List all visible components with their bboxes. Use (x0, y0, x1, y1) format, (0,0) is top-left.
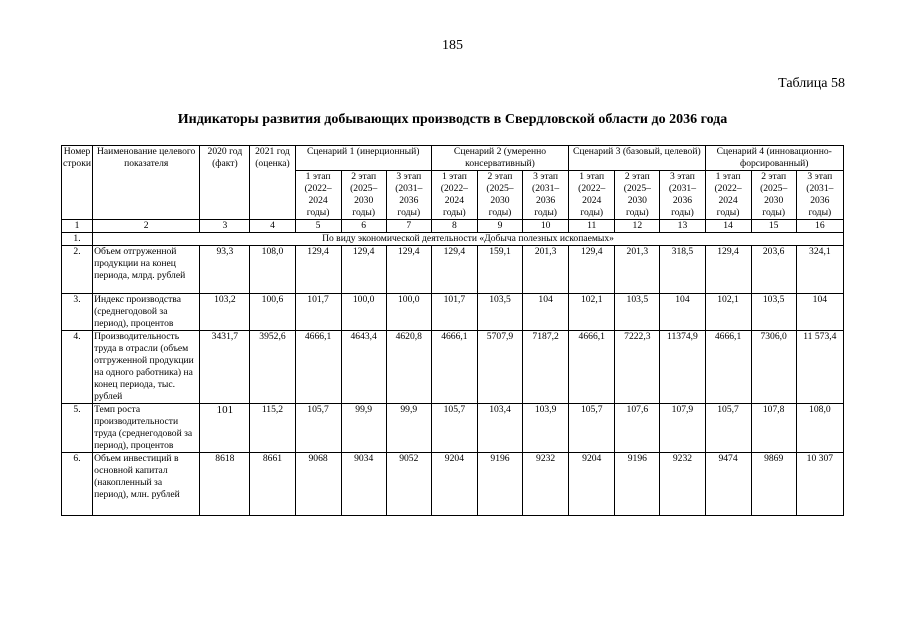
column-number-row (62, 220, 844, 233)
column-number-cell: 9 (477, 220, 522, 233)
document-title: Индикаторы развития добывающих производств в Свердловской области до 2036 года (177, 112, 728, 127)
value-cell: 201,3 (615, 246, 660, 294)
value-cell: 9068 (295, 453, 341, 516)
header-stage: 1 этап (2022–2024 годы) (569, 171, 615, 220)
row-number: 6. (62, 453, 93, 516)
indicators-table (61, 145, 844, 516)
row-number: 5. (62, 404, 93, 453)
row-number: 3. (62, 294, 93, 331)
section-title: По виду экономической деятельности «Добыча полезных ископаемых» (93, 233, 844, 246)
column-number-cell: 16 (796, 220, 843, 233)
row-number: 2. (62, 246, 93, 294)
column-number-cell: 3 (200, 220, 250, 233)
value-cell: 3952,6 (250, 331, 295, 404)
value-cell: 7306,0 (751, 331, 796, 404)
value-cell: 7187,2 (523, 331, 569, 404)
column-number-cell: 12 (615, 220, 660, 233)
header-stage: 2 этап (2025–2030 годы) (751, 171, 796, 220)
header-stage: 1 этап (2022–2024 годы) (705, 171, 751, 220)
header-scenario-4: Сценарий 4 (инновационно-форсированный) (705, 146, 844, 171)
value-cell: 9869 (751, 453, 796, 516)
value-cell: 10 307 (796, 453, 843, 516)
value-cell: 203,6 (751, 246, 796, 294)
value-cell: 8618 (200, 453, 250, 516)
value-cell: 3431,7 (200, 331, 250, 404)
value-cell: 9204 (431, 453, 477, 516)
value-cell: 11 573,4 (796, 331, 843, 404)
value-cell: 107,9 (660, 404, 705, 453)
value-cell: 4620,8 (386, 331, 431, 404)
column-number-cell: 2 (93, 220, 200, 233)
column-number-cell: 14 (705, 220, 751, 233)
header-stage: 2 этап (2025–2030 годы) (341, 171, 386, 220)
table-row (62, 331, 844, 404)
value-cell: 9474 (705, 453, 751, 516)
table-row (62, 246, 844, 294)
indicator-name: Объем инвестиций в основной капитал (накопленный за период), млн. рублей (93, 453, 200, 516)
column-number-cell: 11 (569, 220, 615, 233)
column-number-cell: 4 (250, 220, 295, 233)
value-cell: 11374,9 (660, 331, 705, 404)
row-number: 4. (62, 331, 93, 404)
value-cell: 104 (796, 294, 843, 331)
value-cell: 9196 (477, 453, 522, 516)
value-cell: 4666,1 (705, 331, 751, 404)
value-cell: 159,1 (477, 246, 522, 294)
header-stage: 3 этап (2031–2036 годы) (386, 171, 431, 220)
value-cell: 99,9 (386, 404, 431, 453)
value-cell: 9034 (341, 453, 386, 516)
value-cell: 105,7 (569, 404, 615, 453)
value-cell: 318,5 (660, 246, 705, 294)
value-cell: 105,7 (431, 404, 477, 453)
header-2021: 2021 год (оценка) (250, 146, 295, 220)
value-cell: 99,9 (341, 404, 386, 453)
value-cell: 103,9 (523, 404, 569, 453)
value-cell: 4666,1 (431, 331, 477, 404)
value-cell: 107,8 (751, 404, 796, 453)
value-cell: 100,6 (250, 294, 295, 331)
column-number-cell: 6 (341, 220, 386, 233)
value-cell: 93,3 (200, 246, 250, 294)
value-cell: 9232 (523, 453, 569, 516)
header-stage: 1 этап (2022–2024 годы) (295, 171, 341, 220)
header-row-number: Номер строки (62, 146, 93, 220)
value-cell: 105,7 (705, 404, 751, 453)
value-cell: 108,0 (796, 404, 843, 453)
value-cell: 115,2 (250, 404, 295, 453)
table-row (62, 453, 844, 516)
value-cell: 9204 (569, 453, 615, 516)
column-number-cell: 1 (62, 220, 93, 233)
column-number-cell: 13 (660, 220, 705, 233)
column-number-cell: 10 (523, 220, 569, 233)
value-cell: 129,4 (341, 246, 386, 294)
value-cell: 104 (523, 294, 569, 331)
header-stage: 1 этап (2022–2024 годы) (431, 171, 477, 220)
column-number-cell: 7 (386, 220, 431, 233)
value-cell: 4666,1 (295, 331, 341, 404)
value-cell: 9232 (660, 453, 705, 516)
value-cell: 9052 (386, 453, 431, 516)
header-stage: 3 этап (2031–2036 годы) (523, 171, 569, 220)
indicator-name: Индекс производства (среднегодовой за период), процентов (93, 294, 200, 331)
value-cell: 5707,9 (477, 331, 522, 404)
header-scenario-3: Сценарий 3 (базовый, целевой) (569, 146, 705, 171)
value-cell: 100,0 (386, 294, 431, 331)
value-cell: 100,0 (341, 294, 386, 331)
value-cell: 9196 (615, 453, 660, 516)
value-cell: 201,3 (523, 246, 569, 294)
header-stage: 3 этап (2031–2036 годы) (796, 171, 843, 220)
value-cell: 7222,3 (615, 331, 660, 404)
value-cell: 129,4 (295, 246, 341, 294)
value-cell: 103,2 (200, 294, 250, 331)
value-cell: 4666,1 (569, 331, 615, 404)
column-number-cell: 15 (751, 220, 796, 233)
header-stage: 2 этап (2025–2030 годы) (615, 171, 660, 220)
page-number: 185 (442, 38, 463, 53)
table-label: Таблица 58 (778, 76, 845, 91)
indicator-name: Объем отгруженной продукции на конец периода, млрд. рублей (93, 246, 200, 294)
column-number-cell: 8 (431, 220, 477, 233)
indicator-name: Темп роста производительности труда (среднегодовой за период), процентов (93, 404, 200, 453)
value-cell: 324,1 (796, 246, 843, 294)
header-scenario-2: Сценарий 2 (умеренно консервативный) (431, 146, 568, 171)
value-cell: 102,1 (569, 294, 615, 331)
value-cell: 101 (200, 404, 250, 453)
value-cell: 4643,4 (341, 331, 386, 404)
header-2020: 2020 год (факт) (200, 146, 250, 220)
column-number-cell: 5 (295, 220, 341, 233)
value-cell: 101,7 (295, 294, 341, 331)
value-cell: 103,5 (477, 294, 522, 331)
table-row (62, 404, 844, 453)
section-number: 1. (62, 233, 93, 246)
value-cell: 103,4 (477, 404, 522, 453)
header-indicator-name: Наименование целевого показателя (93, 146, 200, 220)
value-cell: 129,4 (569, 246, 615, 294)
value-cell: 129,4 (705, 246, 751, 294)
table-row (62, 294, 844, 331)
value-cell: 102,1 (705, 294, 751, 331)
header-stage: 3 этап (2031–2036 годы) (660, 171, 705, 220)
value-cell: 108,0 (250, 246, 295, 294)
value-cell: 103,5 (751, 294, 796, 331)
value-cell: 103,5 (615, 294, 660, 331)
value-cell: 105,7 (295, 404, 341, 453)
header-scenario-1: Сценарий 1 (инерционный) (295, 146, 431, 171)
value-cell: 129,4 (431, 246, 477, 294)
section-row (62, 233, 844, 246)
indicator-name: Производительность труда в отрасли (объем отгруженной продукции на одного работника) на конец периода, тыс. рублей (93, 331, 200, 404)
header-stage: 2 этап (2025–2030 годы) (477, 171, 522, 220)
value-cell: 129,4 (386, 246, 431, 294)
value-cell: 101,7 (431, 294, 477, 331)
value-cell: 107,6 (615, 404, 660, 453)
value-cell: 104 (660, 294, 705, 331)
value-cell: 8661 (250, 453, 295, 516)
